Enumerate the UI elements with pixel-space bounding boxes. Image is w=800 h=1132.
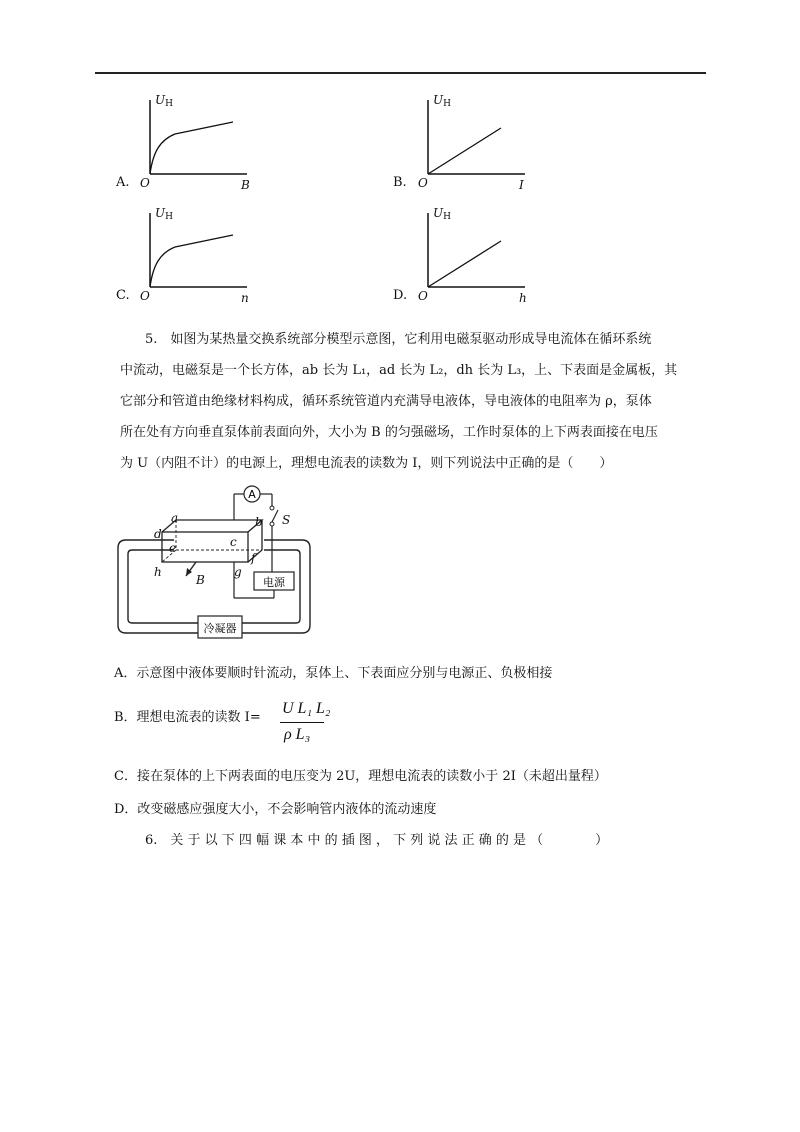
power-label: 电源 (263, 576, 285, 589)
q5-option-b-eq: = (249, 710, 261, 725)
graph-d (413, 205, 533, 307)
vertex-c: c (230, 535, 237, 549)
q5-option-b-numerator: U L₁ L₂ (282, 700, 331, 717)
option-d-label: D. (393, 288, 408, 303)
graph-b-line (428, 128, 501, 174)
graph-c-xlabel: n (241, 291, 249, 305)
graph-b-ylabel: UH (433, 93, 451, 109)
graph-b-xlabel: I (519, 178, 524, 192)
graph-c-origin: O (140, 289, 150, 303)
switch-label: S (282, 513, 291, 527)
switch (272, 510, 278, 522)
graph-b-origin: O (418, 176, 428, 190)
option-a-label: A. (116, 175, 130, 190)
fraction-bar (280, 722, 324, 723)
option-b-label: B. (393, 175, 407, 190)
top-rule (95, 72, 706, 74)
vertex-e: e (169, 541, 177, 555)
pump-circuit-diagram (114, 482, 324, 642)
q5-option-b-prefix: B．理想电流表的读数 I= (114, 710, 261, 725)
graph-a-xlabel: B (241, 178, 250, 192)
q5-line-4: 所在处有方向垂直泵体前表面向外，大小为 B 的匀强磁场，工作时泵体的上下两表面接在电压 (120, 425, 658, 440)
q5-option-b-denominator: ρ L₃ (284, 726, 311, 743)
graph-b (413, 92, 533, 194)
q5-option-d: D．改变磁感应强度大小，不会影响管内液体的流动速度 (114, 802, 437, 817)
q5-option-c: C．接在泵体的上下两表面的电压变为 2U，理想电流表的读数小于 2I（未超出量程） (114, 769, 607, 784)
graph-a-curve (150, 122, 233, 174)
graph-a (135, 92, 255, 194)
ammeter-label: A (248, 488, 256, 501)
graph-a-ylabel: UH (155, 93, 173, 109)
q5-option-a: A．示意图中液体要顺时针流动，泵体上、下表面应分别与电源正、负极相接 (114, 666, 553, 681)
q5-line-1: 5. 如图为某热量交换系统部分模型示意图，它利用电磁泵驱动形成导电流体在循环系统 (145, 332, 652, 347)
graph-d-xlabel: h (519, 291, 527, 305)
q5-line-2: 中流动，电磁泵是一个长方体，ab 长为 L₁，ad 长为 L₂，dh 长为 L₃，上、下表面是金属板，其 (120, 363, 678, 378)
q5-line-3: 它部分和管道由绝缘材料构成，循环系统管道内充满导电液体，导电液体的电阻率为 ρ，泵体 (120, 394, 652, 409)
q5-line-5: 为 U（内阻不计）的电源上，理想电流表的读数为 I，则下列说法中正确的是（ ） (120, 456, 613, 471)
graph-a-origin: O (140, 176, 150, 190)
vertex-b: b (255, 515, 263, 529)
cooler-label: 冷凝器 (203, 622, 237, 635)
vertex-d: d (154, 527, 162, 541)
field-label: B (196, 573, 205, 587)
vertex-a: a (171, 511, 179, 525)
graph-c-curve (150, 235, 233, 287)
graph-d-line (428, 241, 501, 287)
vertex-f: f (251, 551, 256, 565)
graph-d-origin: O (418, 289, 428, 303)
vertex-h: h (154, 565, 162, 579)
vertex-g: g (234, 565, 242, 579)
option-c-label: C. (116, 288, 130, 303)
graph-c-ylabel: UH (155, 206, 173, 222)
q6-line-1: 6. 关 于 以 下 四 幅 课 本 中 的 插 图 ， 下 列 说 法 正 确 的 是 （ ） (145, 833, 609, 848)
graph-d-ylabel: UH (433, 206, 451, 222)
graph-c (135, 205, 255, 307)
